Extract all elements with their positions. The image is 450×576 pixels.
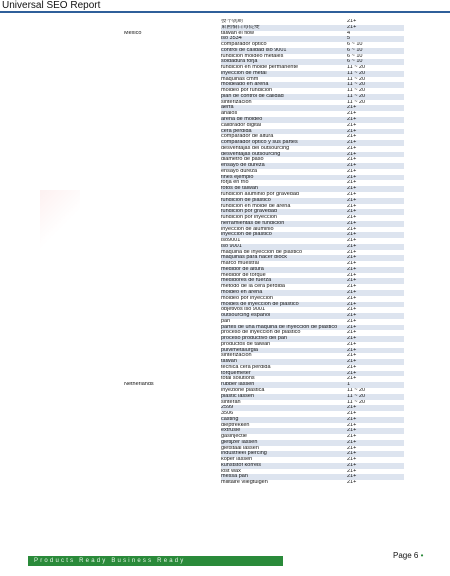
keyword-cell: calibrador digital [221, 123, 343, 129]
rank-cell: 21+ [343, 359, 404, 365]
keyword-cell: fotos de taiwan [221, 186, 343, 192]
watermark-decoration [40, 190, 80, 250]
rank-cell: 21+ [343, 204, 404, 210]
rank-cell: 21+ [343, 123, 404, 129]
keyword-cell: productos de taiwan [221, 342, 343, 348]
rank-cell: 21+ [343, 365, 404, 371]
rank-cell: 21+ [343, 342, 404, 348]
keyword-cell: sinterizacion [221, 353, 343, 359]
keyword-cell: arena de moldeo [221, 117, 343, 123]
rank-cell: 21+ [343, 307, 404, 313]
rank-cell: 21+ [343, 405, 404, 411]
rank-cell: 6 ~ 10 [343, 48, 404, 54]
rank-cell: 21+ [343, 186, 404, 192]
rank-cell: 21+ [343, 169, 404, 175]
keyword-cell: fundicion de plastico [221, 198, 343, 204]
keyword-cell: partes de una maquina de inyeccion de plastico [221, 325, 343, 331]
rank-cell: 21+ [343, 163, 404, 169]
keyword-cell: fines ejemplo [221, 175, 343, 181]
rank-cell: 21+ [343, 474, 404, 480]
keyword-cell: fundicion en molde permanente [221, 65, 343, 71]
footer-tagline: Products Ready Business Ready [34, 558, 186, 564]
country-cell: Mexico [124, 30, 142, 36]
rank-cell: 21+ [343, 411, 404, 417]
keyword-cell: marco muestral [221, 261, 343, 267]
keyword-cell: medidores de fuerza [221, 278, 343, 284]
rank-cell: 21+ [343, 446, 404, 452]
keyword-cell: comparador optico [221, 42, 343, 48]
keyword-cell: comparador optico y sus partes [221, 140, 343, 146]
rank-cell: 4 [343, 31, 404, 37]
keyword-cell: maquinas para hacer block [221, 255, 343, 261]
keyword-cell: fundicion en molde de arena [221, 204, 343, 210]
keyword-cell: plastic lassen [221, 394, 343, 400]
keyword-cell: tecnica cera perdida [221, 365, 343, 371]
rank-cell: 21+ [343, 273, 404, 279]
keyword-cell: moldeado en arena [221, 82, 343, 88]
rank-cell: 21+ [343, 469, 404, 475]
keyword-cell: inyeccion de aluminio [221, 227, 343, 233]
rank-cell: 21+ [343, 140, 404, 146]
keyword-cell: fundicion por gravedad [221, 209, 343, 215]
rank-cell: 6 ~ 10 [343, 59, 404, 65]
keyword-cell: fundicion moldeo metales [221, 54, 343, 60]
keyword-cell: plan de control de calidad [221, 94, 343, 100]
keyword-cell: 3506 [221, 411, 343, 417]
rank-cell: 21+ [343, 261, 404, 267]
country-cell [124, 480, 221, 486]
keyword-cell: lost wax [221, 469, 343, 475]
rank-cell: 6 ~ 10 [343, 42, 404, 48]
keyword-cell: comparador de altura [221, 134, 343, 140]
keyword-cell: moldes de inyeccion de plastico [221, 302, 343, 308]
rank-cell: 21+ [343, 434, 404, 440]
rank-cell: 11 ~ 20 [343, 77, 404, 83]
page-label: Page 6 [393, 551, 419, 560]
keyword-cell: sinteran [221, 400, 343, 406]
rank-cell: 6 ~ 10 [343, 54, 404, 60]
header-divider [0, 11, 450, 13]
rank-cell: 21+ [343, 451, 404, 457]
keyword-cell: inyeccion de metal [221, 71, 343, 77]
page-number [393, 551, 423, 561]
rank-cell: 21+ [343, 129, 404, 135]
keyword-cell: proceso productivo del pan [221, 336, 343, 342]
rank-cell: 11 ~ 20 [343, 100, 404, 106]
rank-cell: 21+ [343, 463, 404, 469]
keyword-cell: industrieel piercing [221, 451, 343, 457]
keyword-cell: militaire vliegtuigen [221, 480, 343, 486]
keyword-cell: proceso de inyeccion de plastico [221, 330, 343, 336]
keyword-cell: rubber lassen [221, 382, 343, 388]
rank-cell: 21+ [343, 480, 404, 486]
keyword-cell: forja en frio [221, 180, 343, 186]
keyword-cell: fundicion por inyeccion [221, 215, 343, 221]
keyword-cell: 2599 [221, 405, 343, 411]
keyword-cell: medidor de torque [221, 273, 343, 279]
rank-cell: 21+ [343, 198, 404, 204]
keyword-cell: messa pan [221, 474, 343, 480]
keyword-cell: control de calidad iso 9001 [221, 48, 343, 54]
rank-cell: 21+ [343, 423, 404, 429]
rank-cell: 21+ [343, 192, 404, 198]
rank-cell: 11 ~ 20 [343, 94, 404, 100]
rank-cell: 21+ [343, 134, 404, 140]
rank-cell: 21+ [343, 376, 404, 382]
keyword-cell: moldeo en arena [221, 290, 343, 296]
rank-cell: 21+ [343, 353, 404, 359]
rank-cell: 21+ [343, 221, 404, 227]
rank-cell: 21+ [343, 267, 404, 273]
keyword-cell: medidor de altura [221, 267, 343, 273]
keyword-cell: gietstaal lassen [221, 446, 343, 452]
keyword-cell: dieptrekken [221, 423, 343, 429]
rank-cell: 21+ [343, 146, 404, 152]
keyword-cell: koper lassen [221, 457, 343, 463]
rank-cell: 5 [343, 36, 404, 42]
rank-cell: 11 ~ 20 [343, 65, 404, 71]
keyword-ranking-table [124, 19, 404, 486]
rank-cell: 21+ [343, 440, 404, 446]
rank-cell: 21+ [343, 330, 404, 336]
rank-cell: 21+ [343, 302, 404, 308]
rank-cell: 1 [343, 382, 404, 388]
rank-cell: 21+ [343, 284, 404, 290]
rank-cell: 11 ~ 20 [343, 388, 404, 394]
keyword-cell: maquina de inyeccion de plastico [221, 250, 343, 256]
keyword-cell: sinterizacion [221, 100, 343, 106]
rank-cell: 21+ [343, 325, 404, 331]
page-bullet-icon: • [420, 551, 424, 560]
rank-cell: 21+ [343, 417, 404, 423]
keyword-cell: fundicion aluminio por gravedad [221, 192, 343, 198]
rank-cell: 21+ [343, 19, 404, 25]
rank-cell: 21+ [343, 290, 404, 296]
keyword-cell: taiwan el flow [221, 31, 343, 37]
rank-cell: 21+ [343, 255, 404, 261]
keyword-cell: extrusie [221, 428, 343, 434]
rank-cell: 11 ~ 20 [343, 88, 404, 94]
keyword-cell: casting [221, 417, 343, 423]
rank-cell: 21+ [343, 457, 404, 463]
keyword-cell: iso 9001 [221, 244, 343, 250]
keyword-cell: ensayo de dureza [221, 163, 343, 169]
keyword-cell: outsourcing español [221, 313, 343, 319]
rank-cell: 21+ [343, 152, 404, 158]
rank-cell: 21+ [343, 25, 404, 31]
rank-cell: 21+ [343, 336, 404, 342]
rank-cell: 21+ [343, 278, 404, 284]
rank-cell: 11 ~ 20 [343, 71, 404, 77]
keyword-cell: inyezione plastica [221, 388, 343, 394]
keyword-cell: ensayo dureza [221, 169, 343, 175]
rank-cell: 21+ [343, 428, 404, 434]
keyword-cell: desventajas del outsourcing [221, 146, 343, 152]
keyword-cell: 東國橋白毒從變 [221, 25, 343, 31]
rank-cell: 21+ [343, 250, 404, 256]
keyword-cell: maquinas cmm [221, 77, 343, 83]
keyword-cell: iso 3534 [221, 36, 343, 42]
rank-cell: 21+ [343, 105, 404, 111]
rank-cell: 21+ [343, 296, 404, 302]
keyword-cell: desventajas outsourcing [221, 152, 343, 158]
rank-cell: 21+ [343, 244, 404, 250]
rank-cell: 21+ [343, 175, 404, 181]
rank-cell: 21+ [343, 227, 404, 233]
keyword-cell: cera perdida [221, 129, 343, 135]
rank-cell: 21+ [343, 348, 404, 354]
rank-cell: 21+ [343, 232, 404, 238]
keyword-cell: torquemeter [221, 371, 343, 377]
keyword-cell: metodo de la cera perdida [221, 284, 343, 290]
keyword-cell: kunststof korrels [221, 463, 343, 469]
keyword-cell: diametro de paso [221, 157, 343, 163]
rank-cell: 21+ [343, 371, 404, 377]
rank-cell: 21+ [343, 157, 404, 163]
rank-cell: 21+ [343, 117, 404, 123]
rank-cell: 21+ [343, 238, 404, 244]
keyword-cell: gietijzer lassen [221, 440, 343, 446]
rank-cell: 21+ [343, 111, 404, 117]
country-cell: Netherlands [124, 382, 154, 388]
keyword-cell: aerfa [221, 105, 343, 111]
keyword-cell: herramientas de fundicion [221, 221, 343, 227]
rank-cell: 21+ [343, 215, 404, 221]
table-row [124, 480, 404, 486]
keyword-cell: iso9001 [221, 238, 343, 244]
keyword-cell: taiwan [221, 359, 343, 365]
keyword-cell: pulvimetalurgia [221, 348, 343, 354]
keyword-cell: gasinjectie [221, 434, 343, 440]
keyword-cell: moldeo por fundicion [221, 88, 343, 94]
keyword-cell: moldeo por inyeccion [221, 296, 343, 302]
rank-cell: 21+ [343, 180, 404, 186]
keyword-cell: soldadura forja [221, 59, 343, 65]
keyword-cell: objetivos iso 9001 [221, 307, 343, 313]
keyword-cell: analos [221, 111, 343, 117]
rank-cell: 11 ~ 20 [343, 82, 404, 88]
report-header [0, 0, 450, 14]
keyword-cell: total solutions [221, 376, 343, 382]
keyword-cell: 發不就啲 [221, 19, 343, 25]
rank-cell: 21+ [343, 313, 404, 319]
rank-cell: 11 ~ 20 [343, 394, 404, 400]
rank-cell: 11 ~ 20 [343, 400, 404, 406]
rank-cell: 21+ [343, 319, 404, 325]
report-title: Universal SEO Report [2, 0, 101, 11]
rank-cell: 21+ [343, 209, 404, 215]
keyword-cell: pan [221, 319, 343, 325]
keyword-cell: inyeccion de plastico [221, 232, 343, 238]
